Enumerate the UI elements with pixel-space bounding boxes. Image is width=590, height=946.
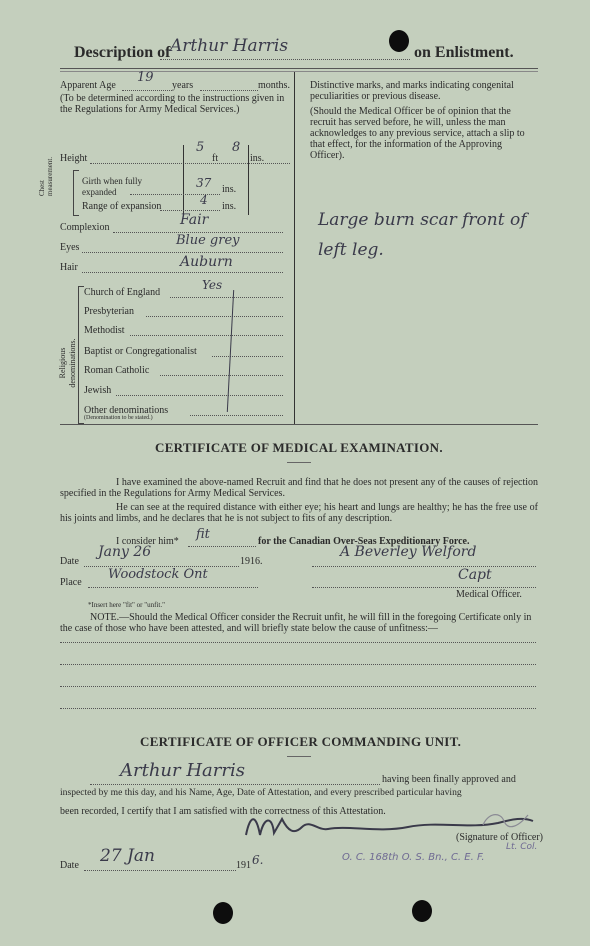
unfit-line [60,708,536,709]
hair-line [82,272,283,273]
religion-line [190,415,283,416]
girth-label: Girth when fully expanded [82,176,142,197]
months-label: months. [258,80,290,91]
oc-name-line [90,784,380,785]
fit-footnote: *Insert here "fit" or "unfit." [88,601,165,609]
religion-line [212,356,283,357]
religion-line [146,316,283,317]
girth-ins-label: ins. [222,184,237,195]
header-title-right: on Enlistment. [414,44,514,61]
religion-item-label: Baptist or Congregationalist [84,346,197,357]
medical-cert-heading: CERTIFICATE OF MEDICAL EXAMINATION. [155,440,443,455]
pen-stroke [227,290,234,412]
medical-para-2: He can see at the required distance with either eye; his heart and lungs are healthy; he has the free use of his joints and limbs, and he declares that he is not subject to fits of any description. [60,502,538,524]
ft-label: ft [212,153,219,164]
unfit-note: NOTE.—Should the Medical Officer consider the Recruit unfit, he will fill in the foregoing Certificate only in the case of those who have been attested, and will briefly state below the cause of unfitness:— [60,612,532,634]
oc-date-handwritten: 27 Jan [100,846,155,866]
top-rule-2 [60,71,538,72]
punch-hole [213,902,233,924]
oc-line1-tail: having been finally approved and [382,774,516,785]
medical-officer-label: Medical Officer. [456,589,522,600]
medical-officer-signature: A Beverley Welford [340,544,477,560]
column-divider [294,72,295,424]
religion-item-label: Methodist [84,325,125,336]
unfit-line [60,642,536,643]
punch-hole [389,30,409,52]
stamp-unit: O. C. 168th O. S. Bn., C. E. F. [342,852,485,863]
religion-item-label: Other denominations [84,405,169,416]
range-line [160,210,220,211]
oc-year-label: 191 [236,860,251,871]
complexion-handwritten: Fair [180,212,209,228]
place-label: Place [60,577,82,588]
religion-item-label: Church of England [84,287,161,298]
oc-line3: been recorded, I certify that I am satisfied with the correctness of this Attestation. [60,806,386,817]
oc-date-label: Date [60,860,79,871]
height-box-right [248,145,249,215]
stamp-rank: Lt. Col. [506,842,538,852]
heading-ornament [287,462,311,463]
apparent-age-label: Apparent Age [60,80,116,91]
age-line [122,90,172,91]
medical-date-handwritten: Jany 26 [98,544,152,560]
months-line [200,90,258,91]
commanding-cert-heading: CERTIFICATE OF OFFICER COMMANDING UNIT. [140,734,462,749]
signature-of-officer-label: (Signature of Officer) [456,832,544,843]
hair-handwritten: Auburn [180,254,233,270]
age-handwritten: 19 [137,70,154,85]
place-handwritten: Woodstock Ont [108,567,208,582]
religion-item-label: Presbyterian [84,306,134,317]
medical-year-label: 1916. [240,556,263,567]
heading-ornament [287,756,311,757]
religion-item-label: Roman Catholic [84,365,150,376]
medical-sig-line [312,566,536,567]
medical-para-1: I have examined the above-named Recruit and find that he does not present any of the causes of rejection specified in the Regulations for Army Medical Services. [60,477,538,499]
height-ft-handwritten: 5 [196,140,205,155]
fit-handwritten: fit [196,527,210,542]
height-ins-label: ins. [250,153,265,164]
header-title-left: Description of [74,44,171,61]
religion-item-label: Jewish [84,385,112,396]
religion-line [160,375,283,376]
rank-line [312,587,536,588]
complexion-label: Complexion [60,222,110,233]
religion-line [130,335,283,336]
eyes-label: Eyes [60,242,80,253]
years-label: years [172,80,194,91]
medical-rank-handwritten: Capt [458,567,492,583]
height-label: Height [60,153,88,164]
range-handwritten: 4 [200,193,208,207]
religion-line [116,395,283,396]
distinctive-marks-note: (Should the Medical Officer be of opinion that the recruit has served before, he will, unless the man acknowledges to any previous service, attach a slip to that effect, for the information of the Approving Officer). [310,106,525,161]
religion-side-label: Religious denominations. [58,338,77,388]
denomination-note: (Denomination to be stated.) [84,415,153,421]
chest-side-label: Chest measurement. [38,156,54,196]
oc-line2: inspected by me this day, and his Name, Age, Date of Attestation, and every prescribed particular having [60,787,462,798]
eyes-line [82,252,283,253]
distinctive-marks-title: Distinctive marks, and marks indicating congenital peculiarities or previous disease. [310,80,514,102]
distinctive-marks-handwritten: Large burn scar front of left leg. [318,210,527,260]
fit-line [188,546,256,547]
hair-label: Hair [60,262,78,273]
eyes-handwritten: Blue grey [176,233,240,248]
consider-label: I consider him* [116,536,179,547]
height-in-handwritten: 8 [232,140,241,155]
section-rule [60,424,538,425]
girth-handwritten: 37 [196,176,212,190]
medical-date-label: Date [60,556,79,567]
unfit-line [60,686,536,687]
religion-line [170,297,283,298]
force-label: for the Canadian Over-Seas Expeditionary Force. [258,536,470,547]
height-box-left [183,145,184,215]
range-ins-label: ins. [222,201,237,212]
age-note: (To be determined according to the instructions given in the Regulations for Army Medical Services.) [60,93,285,115]
oc-date-line [84,870,236,871]
top-rule [60,68,538,69]
name-line [160,59,410,60]
unfit-line [60,664,536,665]
range-label: Range of expansion [82,201,162,212]
oc-year-handwritten: 6. [252,853,264,867]
punch-hole [412,900,432,922]
chest-brace [73,170,79,216]
religion-item-handwritten: Yes [202,278,223,292]
oc-name-handwritten: Arthur Harris [120,760,245,781]
recruit-name-handwritten: Arthur Harris [170,36,289,56]
place-line [88,587,258,588]
